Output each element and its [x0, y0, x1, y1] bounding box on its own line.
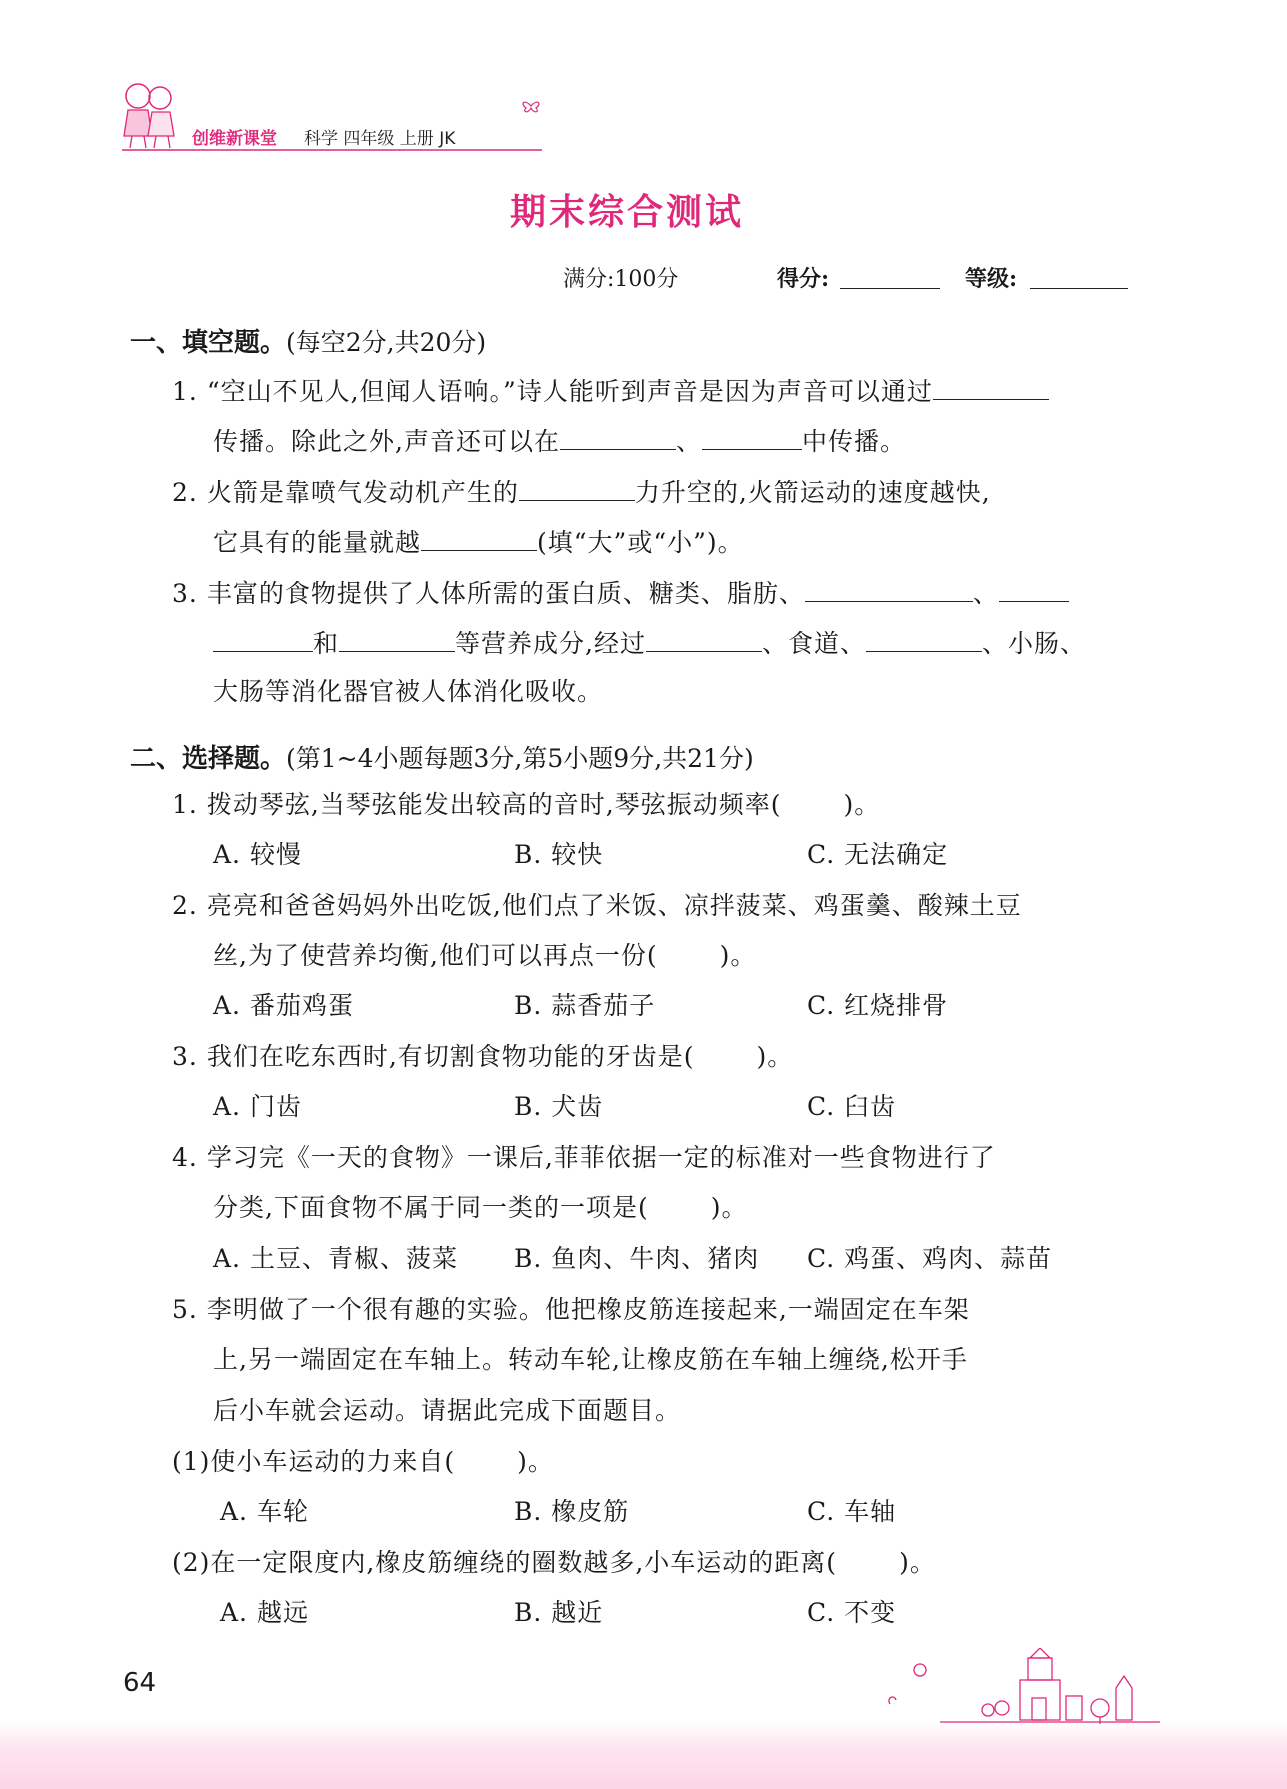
question-text: 李明做了一个很有趣的实验。他把橡皮筋连接起来,一端固定在车架 — [206, 1295, 970, 1324]
s2-q5-line-1 — [172, 1295, 970, 1325]
question-text: 力升空的,火箭运动的速度越快, — [634, 478, 991, 507]
question-number: 3. — [172, 579, 198, 608]
answer-blank[interactable] — [646, 627, 762, 652]
option-a[interactable]: A. 较慢 — [213, 840, 302, 869]
s1-q2-line-2 — [213, 526, 744, 558]
option-b[interactable]: B. 犬齿 — [514, 1092, 604, 1121]
section-1-note: (每空2分,共20分) — [286, 328, 487, 357]
question-text: 和 — [313, 629, 340, 658]
answer-blank[interactable] — [999, 577, 1069, 602]
question-text: 、 — [675, 427, 702, 456]
answer-blank[interactable] — [421, 526, 537, 551]
option-c[interactable]: C. 红烧排骨 — [807, 991, 949, 1020]
kids-illustration-icon — [118, 78, 180, 150]
question-text: )。 — [843, 790, 881, 819]
score-blank[interactable] — [840, 288, 940, 289]
question-text: 上,另一端固定在车轴上。转动车轮,让橡皮筋在车轴上缠绕,松开手 — [213, 1345, 968, 1374]
answer-blank[interactable] — [933, 375, 1049, 400]
question-text: 大肠等消化器官被人体消化吸收。 — [213, 677, 604, 706]
answer-blank[interactable] — [213, 627, 313, 652]
option-a[interactable]: A. 土豆、青椒、菠菜 — [213, 1244, 458, 1273]
s2-q5-sub2 — [172, 1548, 936, 1578]
option-c[interactable]: C. 臼齿 — [807, 1092, 897, 1121]
question-text: 亮亮和爸爸妈妈外出吃饭,他们点了米饭、凉拌菠菜、鸡蛋羹、酸辣土豆 — [206, 891, 1022, 920]
question-text: 学习完《一天的食物》一课后,菲菲依据一定的标准对一些食物进行了 — [206, 1143, 996, 1172]
question-text: (填“大”或“小”)。 — [537, 528, 744, 557]
s1-q3-line-2 — [213, 627, 1086, 659]
section-2-heading — [130, 738, 754, 775]
question-text: 中传播。 — [801, 427, 906, 456]
s1-q2-line-1 — [172, 476, 991, 508]
option-a[interactable]: A. 门齿 — [213, 1092, 302, 1121]
question-text: (2)在一定限度内,橡皮筋缠绕的圈数越多,小车运动的距离( — [172, 1548, 838, 1577]
question-text: 分类,下面食物不属于同一类的一项是( — [213, 1193, 649, 1222]
s2-q3-line-1 — [172, 1042, 793, 1072]
castle-illustration-icon — [880, 1648, 1170, 1728]
s2-q5-line-3 — [213, 1396, 681, 1426]
page-title: 期末综合测试 — [510, 192, 745, 233]
option-a[interactable]: A. 车轮 — [220, 1497, 309, 1526]
question-number: 5. — [172, 1295, 198, 1324]
option-b[interactable]: B. 越近 — [514, 1598, 604, 1627]
question-text: 丝,为了使营养均衡,他们可以再点一份( — [213, 941, 658, 970]
option-c[interactable]: C. 车轴 — [807, 1497, 897, 1526]
question-text: 后小车就会运动。请据此完成下面题目。 — [213, 1396, 682, 1425]
question-text: 它具有的能量就越 — [213, 528, 422, 557]
option-c[interactable]: C. 无法确定 — [807, 840, 949, 869]
answer-blank[interactable] — [702, 425, 802, 450]
question-text: 等营养成分,经过 — [455, 629, 646, 658]
question-text: 、食道、 — [761, 629, 866, 658]
s1-q1-line-1 — [172, 375, 1049, 407]
question-text: )。 — [899, 1548, 936, 1577]
s2-q5-line-2 — [213, 1345, 968, 1375]
question-number: 1. — [172, 377, 198, 406]
section-2-title: 二、选择题。 — [130, 744, 287, 774]
brand-name: 创维新课堂 — [192, 129, 277, 149]
question-text: 丰富的食物提供了人体所需的蛋白质、糖类、脂肪、 — [206, 579, 805, 608]
full-marks: 满分:100分 — [563, 267, 679, 292]
question-text: )。 — [756, 1042, 794, 1071]
subject-info: 科学 四年级 上册 JK — [304, 129, 456, 149]
question-text: 我们在吃东西时,有切割食物功能的牙齿是( — [206, 1042, 695, 1071]
question-text: (1)使小车运动的力来自( — [172, 1447, 456, 1476]
question-number: 2. — [172, 478, 198, 507]
s2-q2-line-2 — [213, 941, 756, 971]
butterfly-icon — [520, 96, 542, 116]
s1-q1-line-2 — [213, 425, 906, 457]
grade-blank[interactable] — [1030, 288, 1128, 289]
question-text: )。 — [719, 941, 757, 970]
answer-blank[interactable] — [519, 476, 635, 501]
s2-q5-sub1 — [172, 1447, 554, 1477]
question-text: )。 — [710, 1193, 748, 1222]
s1-q3-line-3 — [213, 677, 603, 707]
question-text: 、小肠、 — [981, 629, 1086, 658]
s1-q3-line-1 — [172, 577, 1069, 609]
answer-blank[interactable] — [866, 627, 982, 652]
answer-blank[interactable] — [805, 577, 973, 602]
option-a[interactable]: A. 番茄鸡蛋 — [213, 991, 354, 1020]
s2-q4-line-1 — [172, 1143, 996, 1173]
question-text: 拨动琴弦,当琴弦能发出较高的音时,琴弦振动频率( — [206, 790, 782, 819]
question-text: 火箭是靠喷气发动机产生的 — [206, 478, 519, 507]
s2-q4-line-2 — [213, 1193, 747, 1223]
answer-blank[interactable] — [339, 627, 455, 652]
footer-band — [0, 1722, 1287, 1789]
score-label: 得分: — [777, 266, 830, 292]
grade-label: 等级: — [965, 266, 1018, 292]
question-number: 1. — [172, 790, 198, 819]
question-text: 、 — [972, 579, 999, 608]
section-1-title: 一、填空题。 — [130, 328, 287, 358]
option-a[interactable]: A. 越远 — [220, 1598, 309, 1627]
section-2-note: (第1~4小题每题3分,第5小题9分,共21分) — [286, 744, 754, 773]
s2-q2-line-1 — [172, 891, 1022, 921]
option-c[interactable]: C. 鸡蛋、鸡肉、蒜苗 — [807, 1244, 1053, 1273]
s2-q1-line-1 — [172, 790, 880, 820]
option-b[interactable]: B. 橡皮筋 — [514, 1497, 630, 1526]
question-text: )。 — [517, 1447, 554, 1476]
answer-blank[interactable] — [560, 425, 676, 450]
section-1-heading — [130, 322, 486, 359]
question-text: “空山不见人,但闻人语响。”诗人能听到声音是因为声音可以通过 — [206, 377, 933, 406]
header-rule — [122, 148, 542, 152]
question-number: 3. — [172, 1042, 198, 1071]
question-number: 2. — [172, 891, 198, 920]
option-b[interactable]: B. 蒜香茄子 — [514, 991, 656, 1020]
option-c[interactable]: C. 不变 — [807, 1598, 897, 1627]
option-b[interactable]: B. 鱼肉、牛肉、猪肉 — [514, 1244, 760, 1273]
question-number: 4. — [172, 1143, 198, 1172]
question-text: 传播。除此之外,声音还可以在 — [213, 427, 560, 456]
page-number: 64 — [123, 1668, 157, 1698]
option-b[interactable]: B. 较快 — [514, 840, 604, 869]
